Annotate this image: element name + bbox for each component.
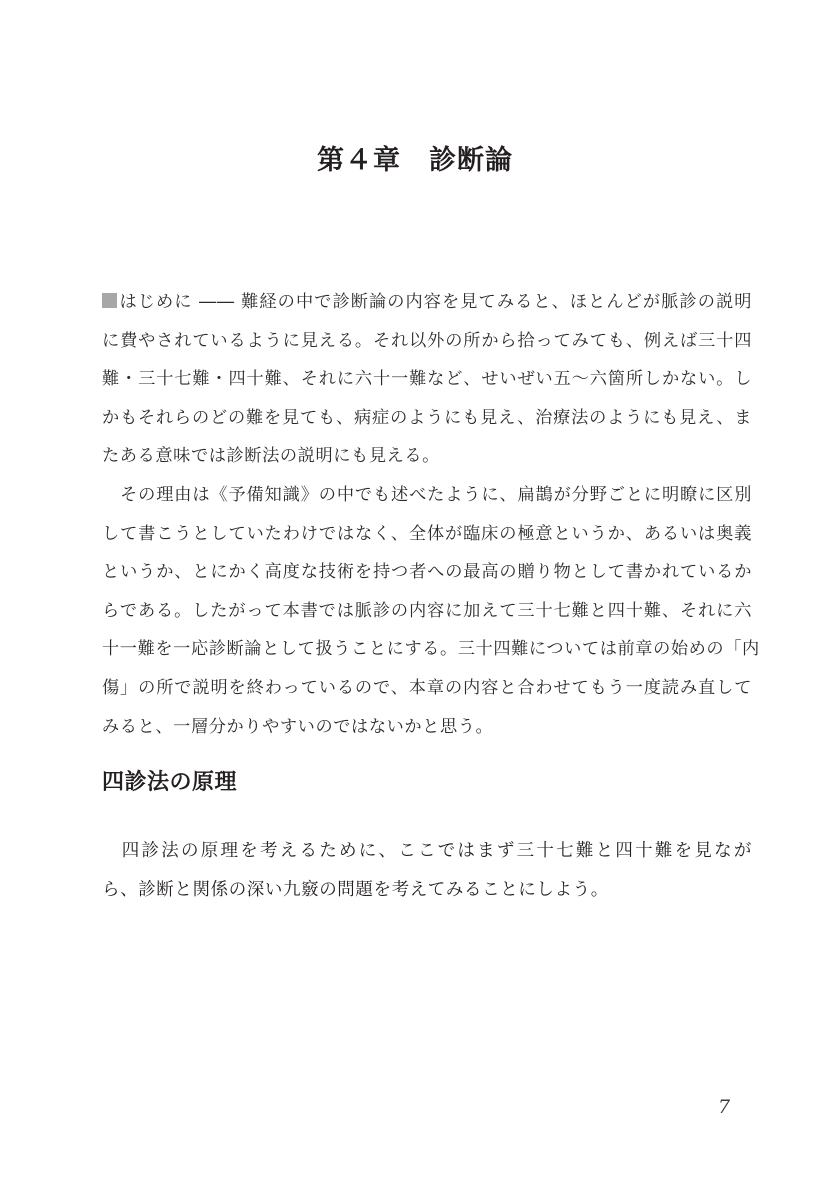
intro-line: かもそれらのどの難を見ても、病症のようにも見え、治療法のようにも見え、ま: [102, 407, 752, 428]
intro-section: [102, 283, 760, 746]
body-line: ら、診断と関係の深い九竅の問題を考えてみることにしよう。: [102, 880, 609, 900]
intro-line: 難・三十七難・四十難、それに六十一難など、せいぜい五〜六箇所しかない。し: [102, 369, 752, 390]
intro-line: たある意味では診断法の説明にも見える。: [102, 446, 440, 467]
intro-line: その理由は《予備知識》の中でも述べたように、扁鵲が分野ごとに明瞭に区別: [102, 484, 752, 505]
section-body: [102, 832, 752, 910]
chapter-title: 第４章 診断論: [317, 145, 513, 176]
intro-line: に費やされているように見える。それ以外の所から拾ってみても、例えば三十四: [102, 330, 752, 351]
body-line: 四診法の原理を考えるために、ここではまず三十七難と四十難を見なが: [102, 841, 752, 861]
intro-line: 傷」の所で説明を終わっているので、本章の内容と合わせてもう一度読み直して: [102, 677, 752, 698]
page-number: 7: [718, 1096, 731, 1118]
intro-line: みると、一層分かりやすいのではないかと思う。: [102, 716, 494, 737]
intro-line: 十一難を一応診断論として扱うことにする。三十四難については前章の始めの「内: [102, 639, 760, 660]
intro-paragraph-1: [102, 283, 752, 476]
section-heading: 四診法の原理: [102, 769, 238, 795]
intro-line: はじめに ―― 難経の中で診断論の内容を見てみると、ほとんどが脈診の説明: [102, 283, 752, 322]
gray-square-marker-icon: [102, 293, 117, 308]
intro-paragraph-2: [102, 476, 760, 746]
intro-line: して書こうとしていたわけではなく、全体が臨床の極意というか、あるいは奥義: [102, 523, 752, 544]
intro-line: らである。したがって本書では脈診の内容に加えて三十七難と四十難、それに六: [102, 600, 752, 621]
intro-line: というか、とにかく高度な技術を持つ者への最高の贈り物として書かれているか: [102, 562, 752, 583]
